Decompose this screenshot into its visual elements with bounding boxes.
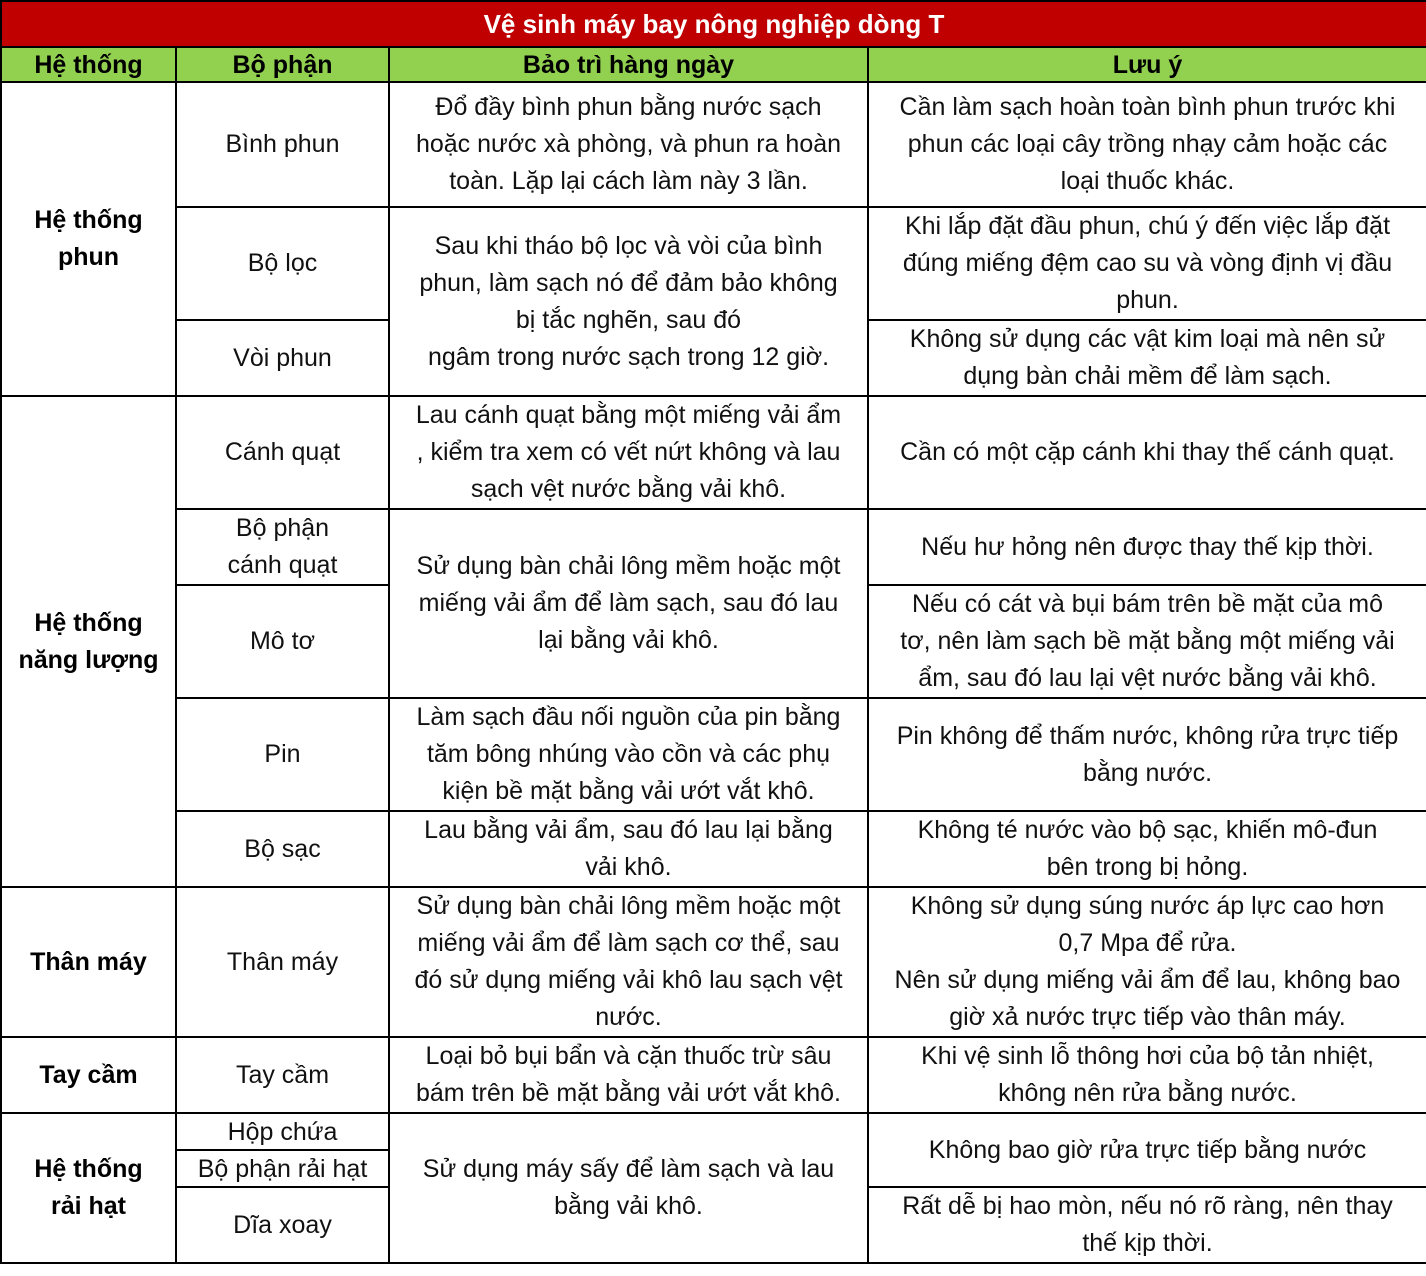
daily-line: Sử dụng máy sấy để làm sạch và lau (422, 1155, 835, 1183)
system-power-line: Hệ thống (34, 608, 143, 637)
daily-line: phun, làm sạch nó để đảm bảo không (419, 268, 838, 297)
daily-spray-tank (389, 82, 868, 207)
daily-line: Loại bỏ bụi bẩn và cặn thuốc trừ sâu (425, 1042, 832, 1070)
note-line: phun các loại cây trồng nhạy cảm hoặc các (907, 130, 1388, 158)
note-line: Không té nước vào bộ sạc, khiến mô-đun (917, 816, 1378, 844)
part-propeller-assembly (176, 509, 389, 585)
header-row (1, 47, 1426, 82)
note-line: phun. (1116, 286, 1179, 314)
part-handle: Tay cầm (176, 1037, 389, 1113)
title-row (1, 1, 1426, 47)
daily-line: Lau cánh quạt bằng một miếng vải ẩm (415, 401, 842, 429)
part-motor: Mô tơ (176, 585, 389, 698)
note-line: Khi lắp đặt đầu phun, chú ý đến việc lắp đặt (904, 212, 1391, 240)
system-seed-line: Hệ thống (34, 1155, 143, 1183)
note-battery (868, 698, 1426, 811)
note-line: 0,7 Mpa để rửa. (1058, 929, 1237, 957)
table-row (1, 1113, 1426, 1150)
daily-line: Sau khi tháo bộ lọc và vòi của bình (434, 231, 823, 260)
system-spray (1, 82, 176, 396)
note-line: tơ, nên làm sạch bề mặt bằng một miếng vải (900, 627, 1395, 655)
daily-line: Đổ đầy bình phun bằng nước sạch (435, 93, 822, 121)
daily-line: đó sử dụng miếng vải khô lau sạch vệt (414, 966, 843, 994)
note-line: Không sử dụng các vật kim loại mà nên sử (909, 325, 1386, 353)
daily-line: bị tắc nghẽn, sau đó (515, 305, 742, 334)
note-line: dụng bàn chải mềm để làm sạch. (963, 362, 1332, 390)
system-spray-line: Hệ thống (34, 206, 143, 234)
daily-line: Lau bằng vải ẩm, sau đó lau lại bằng (424, 816, 833, 844)
part-spray-tank: Bình phun (176, 82, 389, 207)
note-seed-hopper: Không bao giờ rửa trực tiếp bằng nước (868, 1113, 1426, 1187)
part-charger: Bộ sạc (176, 811, 389, 887)
note-line: Cần làm sạch hoàn toàn bình phun trước khi (899, 93, 1396, 121)
daily-line: , kiểm tra xem có vết nứt không và lau (416, 438, 841, 466)
daily-line: Làm sạch đầu nối nguồn của pin bằng (416, 703, 841, 731)
table-row (1, 1037, 1426, 1113)
note-line: ẩm, sau đó lau lại vệt nước bằng vải khô. (918, 664, 1377, 692)
header-system: Hệ thống (1, 47, 176, 82)
daily-filter-nozzle (389, 207, 868, 396)
note-seed-disc (868, 1187, 1426, 1263)
note-body (868, 887, 1426, 1037)
part-battery: Pin (176, 698, 389, 811)
part-body: Thân máy (176, 887, 389, 1037)
note-charger (868, 811, 1426, 887)
daily-line: miếng vải ẩm để làm sạch, sau đó lau (418, 589, 839, 617)
part-line: cánh quạt (227, 551, 338, 579)
table-row (1, 811, 1426, 887)
daily-seed (389, 1113, 868, 1263)
daily-handle (389, 1037, 868, 1113)
header-daily: Bảo trì hàng ngày (389, 47, 868, 82)
daily-charger (389, 811, 868, 887)
header-note: Lưu ý (868, 47, 1426, 82)
daily-line: vải khô. (585, 853, 672, 881)
header-part: Bộ phận (176, 47, 389, 82)
daily-line: tăm bông nhúng vào cồn và các phụ (426, 740, 831, 768)
part-spinner-disc: Dĩa xoay (176, 1187, 389, 1263)
note-spray-tank (868, 82, 1426, 207)
system-power (1, 396, 176, 887)
part-propeller: Cánh quạt (176, 396, 389, 509)
note-handle (868, 1037, 1426, 1113)
daily-line: Sử dụng bàn chải lông mềm hoặc một (416, 552, 841, 580)
daily-line: ngâm trong nước sạch trong 12 giờ. (427, 342, 830, 371)
part-nozzle: Vòi phun (176, 320, 389, 396)
daily-line: bám trên bề mặt bằng vải ướt vắt khô. (415, 1079, 841, 1107)
daily-line: lại bằng vải khô. (538, 626, 719, 654)
daily-propeller-motor (389, 509, 868, 698)
note-line: loại thuốc khác. (1060, 167, 1235, 195)
note-propeller-assembly: Nếu hư hỏng nên được thay thế kịp thời. (868, 509, 1426, 585)
daily-battery (389, 698, 868, 811)
part-filter: Bộ lọc (176, 207, 389, 320)
daily-line: miếng vải ẩm để làm sạch cơ thể, sau (417, 929, 840, 957)
note-line: Không sử dụng súng nước áp lực cao hơn (910, 892, 1385, 920)
note-line: Nếu có cát và bụi bám trên bề mặt của mô (911, 590, 1384, 618)
system-spray-line: phun (57, 243, 120, 271)
note-filter (868, 207, 1426, 320)
table-row (1, 698, 1426, 811)
system-seed (1, 1113, 176, 1263)
system-handle: Tay cầm (1, 1037, 176, 1113)
part-spreader: Bộ phận rải hạt (176, 1150, 389, 1187)
table-row (1, 82, 1426, 207)
daily-line: kiện bề mặt bằng vải ướt vắt khô. (442, 777, 815, 805)
note-line: bằng nước. (1082, 758, 1213, 787)
daily-line: bằng vải khô. (554, 1192, 703, 1220)
table-row (1, 396, 1426, 509)
note-propeller: Cần có một cặp cánh khi thay thế cánh quạt. (868, 396, 1426, 509)
daily-line: sạch vệt nước bằng vải khô. (470, 475, 787, 503)
note-line: giờ xả nước trực tiếp vào thân máy. (949, 1003, 1346, 1031)
table-title: Vệ sinh máy bay nông nghiệp dòng T (1, 1, 1426, 47)
system-body: Thân máy (1, 887, 176, 1037)
system-power-line: năng lượng (18, 645, 159, 674)
table-row (1, 887, 1426, 1037)
note-line: Nên sử dụng miếng vải ẩm để lau, không bao (894, 966, 1401, 994)
part-hopper: Hộp chứa (176, 1113, 389, 1150)
note-line: Rất dễ bị hao mòn, nếu nó rõ ràng, nên thay (902, 1192, 1393, 1220)
daily-line: nước. (595, 1003, 662, 1031)
system-seed-line: rải hạt (50, 1192, 127, 1220)
daily-propeller (389, 396, 868, 509)
daily-line: toàn. Lặp lại cách làm này 3 lần. (449, 167, 808, 195)
daily-line: Sử dụng bàn chải lông mềm hoặc một (416, 892, 841, 920)
note-line: Pin không để thấm nước, không rửa trực tiếp (896, 721, 1399, 750)
note-line: không nên rửa bằng nước. (998, 1079, 1297, 1107)
note-line: bên trong bị hỏng. (1046, 853, 1249, 881)
note-nozzle (868, 320, 1426, 396)
table-row (1, 509, 1426, 585)
note-motor (868, 585, 1426, 698)
daily-body (389, 887, 868, 1037)
part-line: Bộ phận (235, 514, 330, 542)
note-line: đúng miếng đệm cao su và vòng định vị đầu (902, 249, 1393, 277)
note-line: thế kịp thời. (1082, 1229, 1213, 1257)
note-line: Khi vệ sinh lỗ thông hơi của bộ tản nhiệt, (921, 1042, 1374, 1070)
daily-line: hoặc nước xà phòng, và phun ra hoàn (415, 130, 842, 158)
